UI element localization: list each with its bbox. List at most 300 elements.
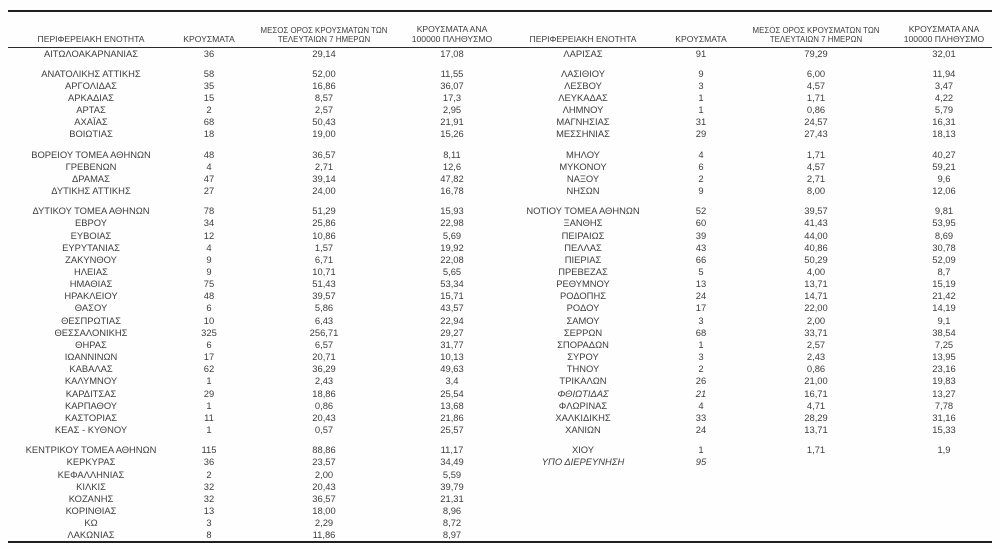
table-row xyxy=(8,481,992,493)
cases-cell: 24 xyxy=(695,290,707,302)
table-row xyxy=(8,400,992,412)
region-name-cell: ΝΑΞΟΥ xyxy=(566,172,600,184)
region-name-cell: ΚΑΣΤΟΡΙΑΣ xyxy=(64,411,118,423)
region-name-cell: ΛΕΥΚΑΔΑΣ xyxy=(558,91,608,103)
per100k-cell: 15,93 xyxy=(440,205,464,217)
avg7-cell: 22,00 xyxy=(804,302,828,314)
region-name-cell: ΧΑΝΙΩΝ xyxy=(565,424,601,436)
avg7-cell: 20,71 xyxy=(312,351,336,363)
avg7-cell: 6,57 xyxy=(314,338,334,350)
cases-cell: 115 xyxy=(201,444,217,456)
region-name-cell: ΘΕΣΠΡΩΤΙΑΣ xyxy=(61,314,121,326)
avg7-cell: 2,57 xyxy=(806,338,826,350)
avg7-cell: 2,00 xyxy=(806,314,826,326)
avg7-cell xyxy=(736,481,896,493)
avg7-cell: 23,57 xyxy=(312,456,336,468)
cases-cell: 17 xyxy=(695,302,707,314)
header-cases-left: ΚΡΟΥΣΜΑΤΑ xyxy=(174,12,244,47)
per100k-cell: 38,54 xyxy=(932,326,956,338)
region-name-cell: ΛΑΣΙΘΙΟΥ xyxy=(560,67,606,79)
region-name-cell xyxy=(500,505,666,517)
cases-cell: 1 xyxy=(698,338,704,350)
region-name-cell: ΚΩ xyxy=(84,517,98,529)
cases-cell: 1 xyxy=(698,444,704,456)
table-row xyxy=(8,327,992,339)
region-name-cell: ΣΑΜΟΥ xyxy=(566,314,600,326)
region-name-cell: ΒΟΙΩΤΙΑΣ xyxy=(69,128,113,140)
per100k-cell xyxy=(896,456,992,468)
avg7-cell: 5,86 xyxy=(314,302,334,314)
per100k-cell: 23,16 xyxy=(932,363,956,375)
per100k-cell: 12,6 xyxy=(442,160,462,172)
per100k-cell: 8,96 xyxy=(442,504,462,516)
cases-cell: 9 xyxy=(698,67,704,79)
per100k-cell: 15,33 xyxy=(932,424,956,436)
avg7-cell xyxy=(736,505,896,517)
region-name-cell: ΕΒΡΟΥ xyxy=(74,217,107,229)
cases-cell: 33 xyxy=(695,411,707,423)
region-name-cell: ΧΑΛΚΙΔΙΚΗΣ xyxy=(555,411,611,423)
cases-cell: 68 xyxy=(695,326,707,338)
spacer-cell xyxy=(8,60,992,68)
cases-cell: 36 xyxy=(203,47,215,59)
table-row xyxy=(8,68,992,80)
per100k-cell: 16,78 xyxy=(440,185,464,197)
per100k-cell: 5,65 xyxy=(442,266,462,277)
region-name-cell: ΙΩΑΝΝΙΝΩΝ xyxy=(64,351,118,363)
avg7-cell: 2,71 xyxy=(806,172,826,184)
region-name-cell: ΚΑΒΑΛΑΣ xyxy=(69,363,113,375)
cases-cell: 6 xyxy=(206,302,212,314)
spacer-cell xyxy=(8,141,992,149)
table-row xyxy=(8,161,992,173)
per100k-cell: 31,16 xyxy=(932,411,956,423)
per100k-cell: 17,3 xyxy=(442,91,462,103)
cases-cell: 4 xyxy=(206,241,212,253)
region-name-cell: ΑΙΤΩΛΟΑΚΑΡΝΑΝΙΑΣ xyxy=(43,47,139,59)
region-name-cell: ΛΑΚΩΝΙΑΣ xyxy=(67,529,115,541)
avg7-cell: 1,71 xyxy=(806,444,826,456)
avg7-cell: 11,86 xyxy=(312,529,336,541)
cases-cell: 62 xyxy=(203,363,215,375)
cases-cell: 1 xyxy=(206,375,212,387)
spacer-row xyxy=(8,60,992,68)
per100k-cell: 22,98 xyxy=(440,217,464,229)
cases-cell: 58 xyxy=(203,67,215,79)
avg7-cell: 6,00 xyxy=(806,67,826,79)
avg7-cell: 41,43 xyxy=(804,217,828,229)
table-row xyxy=(8,456,992,468)
cases-cell: 4 xyxy=(206,160,212,172)
per100k-cell: 3,47 xyxy=(934,79,954,91)
cases-cell: 32 xyxy=(203,480,215,492)
cases-cell: 66 xyxy=(695,253,707,265)
per100k-cell: 22,08 xyxy=(440,253,464,265)
region-name-cell: ΑΧΑΪΑΣ xyxy=(74,116,108,128)
region-name-cell xyxy=(500,517,666,529)
cases-cell: 6 xyxy=(206,338,212,350)
avg7-cell xyxy=(736,469,896,481)
per100k-cell: 15,71 xyxy=(440,290,464,302)
avg7-cell: 24,00 xyxy=(312,185,336,197)
avg7-cell: 52,00 xyxy=(312,67,336,79)
cases-cell: 39 xyxy=(695,229,707,241)
cases-cell: 3 xyxy=(206,517,212,529)
per100k-cell: 11,55 xyxy=(440,67,464,79)
avg7-cell: 29,14 xyxy=(312,47,336,59)
region-name-cell: ΑΡΤΑΣ xyxy=(76,104,106,116)
table-row xyxy=(8,80,992,92)
avg7-cell: 88,86 xyxy=(312,444,336,456)
cases-cell: 48 xyxy=(203,290,215,302)
table-row xyxy=(8,302,992,314)
cases-cell: 2 xyxy=(206,468,212,480)
region-name-cell: ΘΗΡΑΣ xyxy=(75,338,107,350)
spacer-cell xyxy=(8,197,992,205)
region-name-cell: ΣΠΟΡΑΔΩΝ xyxy=(557,338,609,350)
per100k-cell: 31,77 xyxy=(440,338,464,350)
per100k-cell: 19,92 xyxy=(440,241,464,253)
per100k-cell: 39,79 xyxy=(440,480,464,492)
cases-cell: 8 xyxy=(206,529,212,541)
region-name-cell: ΚΕΦΑΛΛΗΝΙΑΣ xyxy=(57,468,125,480)
table-row xyxy=(8,529,992,542)
avg7-cell: 2,71 xyxy=(314,160,334,172)
per100k-cell: 9,1 xyxy=(937,314,951,326)
table-row xyxy=(8,242,992,254)
per100k-cell xyxy=(896,493,992,505)
cases-cell xyxy=(666,469,736,481)
avg7-cell: 4,00 xyxy=(806,266,826,277)
header-per100k-left: ΚΡΟΥΣΜΑΤΑ ΑΝΑ 100000 ΠΛΗΘΥΣΜΟ xyxy=(404,12,500,47)
header-avg7-right: ΜΕΣΟΣ ΟΡΟΣ ΚΡΟΥΣΜΑΤΩΝ ΤΩΝ ΤΕΛΕΥΤΑΙΩΝ 7 ΗΜΕΡΩΝ xyxy=(736,12,896,47)
cases-cell: 52 xyxy=(695,205,707,217)
region-name-cell: ΚΙΛΚΙΣ xyxy=(76,480,106,492)
table-row xyxy=(8,278,992,290)
per100k-cell xyxy=(896,505,992,517)
per100k-cell: 9,81 xyxy=(934,205,954,217)
avg7-cell: 6,43 xyxy=(314,314,334,326)
table-row xyxy=(8,92,992,104)
cases-cell: 18 xyxy=(203,128,215,140)
avg7-cell: 18,86 xyxy=(312,387,336,399)
per100k-cell: 32,01 xyxy=(932,47,956,59)
per100k-cell: 13,95 xyxy=(932,351,956,363)
region-name-cell xyxy=(500,529,666,542)
table-row xyxy=(8,128,992,140)
avg7-cell: 25,86 xyxy=(312,217,336,229)
region-name-cell xyxy=(500,469,666,481)
table-row xyxy=(8,444,992,456)
table-row xyxy=(8,173,992,185)
per100k-cell xyxy=(896,481,992,493)
cases-cell: 32 xyxy=(203,492,215,504)
avg7-cell: 0,86 xyxy=(806,104,826,116)
cases-cell: 10 xyxy=(203,314,215,326)
per100k-cell: 49,63 xyxy=(440,363,464,375)
avg7-cell: 10,86 xyxy=(312,229,336,241)
cases-cell: 9 xyxy=(206,253,212,265)
cases-cell: 13 xyxy=(203,504,215,516)
per100k-cell: 8,69 xyxy=(934,229,954,241)
cases-cell: 36 xyxy=(203,456,215,468)
cases-cell: 2 xyxy=(698,172,704,184)
avg7-cell: 16,86 xyxy=(312,79,336,91)
cases-cell: 2 xyxy=(206,104,212,116)
region-name-cell: ΗΜΑΘΙΑΣ xyxy=(69,278,113,290)
region-name-cell: ΝΗΣΩΝ xyxy=(566,185,600,197)
per100k-cell: 18,13 xyxy=(932,128,956,140)
region-name-cell: ΣΥΡΟΥ xyxy=(567,351,599,363)
cases-cell: 4 xyxy=(698,148,704,160)
avg7-cell: 51,43 xyxy=(312,278,336,290)
cases-cell: 12 xyxy=(203,229,215,241)
region-name-cell: ΒΟΡΕΙΟΥ ΤΟΜΕΑ ΑΘΗΝΩΝ xyxy=(31,148,151,160)
region-name-cell: ΛΕΣΒΟΥ xyxy=(564,79,602,91)
region-name-cell: ΛΗΜΝΟΥ xyxy=(562,104,604,116)
cases-cell: 3 xyxy=(698,351,704,363)
region-name-cell: ΦΛΩΡΙΝΑΣ xyxy=(558,399,608,411)
region-name-cell: ΕΥΡΥΤΑΝΙΑΣ xyxy=(62,241,120,253)
table-row xyxy=(8,217,992,229)
avg7-cell: 27,43 xyxy=(804,128,828,140)
region-name-cell: ΚΟΖΑΝΗΣ xyxy=(68,492,114,504)
per100k-cell: 43,57 xyxy=(440,302,464,314)
table-row xyxy=(8,505,992,517)
region-name-cell: ΚΕΝΤΡΙΚΟΥ ΤΟΜΕΑ ΑΘΗΝΩΝ xyxy=(25,444,157,456)
per100k-cell: 36,07 xyxy=(440,79,464,91)
avg7-cell: 13,71 xyxy=(804,278,828,290)
avg7-cell: 51,29 xyxy=(312,205,336,217)
table-row xyxy=(8,254,992,266)
per100k-cell: 1,9 xyxy=(937,444,951,456)
per100k-cell: 9,6 xyxy=(937,172,951,184)
region-name-cell: ΧΙΟΥ xyxy=(571,444,595,456)
avg7-cell: 36,29 xyxy=(312,363,336,375)
table-row xyxy=(8,104,992,116)
region-name-cell: ΘΑΣΟΥ xyxy=(74,302,108,314)
region-name-cell: ΠΡΕΒΕΖΑΣ xyxy=(558,266,608,277)
per100k-cell: 11,94 xyxy=(932,67,956,79)
region-name-cell: ΠΙΕΡΙΑΣ xyxy=(564,253,602,265)
avg7-cell xyxy=(736,456,896,468)
per100k-cell: 4,22 xyxy=(934,91,954,103)
per100k-cell: 3,4 xyxy=(445,375,459,387)
cases-cell xyxy=(666,481,736,493)
avg7-cell: 6,71 xyxy=(314,253,334,265)
per100k-cell: 16,31 xyxy=(932,116,956,128)
region-name-cell: ΑΡΚΑΔΙΑΣ xyxy=(68,91,114,103)
cases-cell: 47 xyxy=(203,172,215,184)
avg7-cell: 39,57 xyxy=(804,205,828,217)
region-name-cell: ΜΑΓΝΗΣΙΑΣ xyxy=(556,116,610,128)
region-name-cell: ΜΥΚΟΝΟΥ xyxy=(559,160,607,172)
cases-cell xyxy=(666,517,736,529)
per100k-cell: 21,91 xyxy=(440,116,464,128)
per100k-cell: 53,95 xyxy=(932,217,956,229)
per100k-cell: 7,25 xyxy=(934,338,954,350)
covid-cases-table xyxy=(8,12,992,543)
spacer-cell xyxy=(8,436,992,444)
table-row xyxy=(8,290,992,302)
region-name-cell xyxy=(500,493,666,505)
avg7-cell: 21,00 xyxy=(804,375,828,387)
cases-cell: 60 xyxy=(695,217,707,229)
cases-cell: 17 xyxy=(203,351,215,363)
cases-cell xyxy=(666,493,736,505)
avg7-cell: 39,57 xyxy=(312,290,336,302)
cases-cell: 9 xyxy=(698,185,704,197)
avg7-cell: 50,29 xyxy=(804,253,828,265)
per100k-cell: 59,21 xyxy=(932,160,956,172)
region-name-cell: ΚΕΡΚΥΡΑΣ xyxy=(66,456,116,468)
cases-cell: 21 xyxy=(695,387,707,399)
per100k-cell: 21,42 xyxy=(932,290,956,302)
region-name-cell: ΥΠΟ ΔΙΕΡΕΥΝΗΣΗ xyxy=(541,456,625,468)
region-name-cell: ΚΑΡΔΙΤΣΑΣ xyxy=(65,387,117,399)
per100k-cell: 8,11 xyxy=(443,148,461,160)
avg7-cell: 2,43 xyxy=(314,375,334,387)
avg7-cell: 33,71 xyxy=(804,326,828,338)
table-header xyxy=(8,12,992,47)
region-name-cell xyxy=(500,481,666,493)
avg7-cell: 20,43 xyxy=(312,480,336,492)
per100k-cell: 13,68 xyxy=(440,399,464,411)
per100k-cell: 25,57 xyxy=(440,424,464,436)
table-row xyxy=(8,47,992,60)
region-name-cell: ΖΑΚΥΝΘΟΥ xyxy=(65,253,117,265)
avg7-cell xyxy=(736,529,896,542)
cases-cell: 78 xyxy=(203,205,215,217)
cases-cell: 11 xyxy=(204,411,214,423)
table-row xyxy=(8,424,992,436)
region-name-cell: ΓΡΕΒΕΝΩΝ xyxy=(65,160,117,172)
avg7-cell: 4,57 xyxy=(806,160,826,172)
header-per100k-right: ΚΡΟΥΣΜΑΤΑ ΑΝΑ 100000 ΠΛΗΘΥΣΜΟ xyxy=(896,12,992,47)
cases-cell: 35 xyxy=(203,79,215,91)
header-region-left: ΠΕΡΙΦΕΡΕΙΑΚΗ ΕΝΟΤΗΤΑ xyxy=(8,12,174,47)
region-name-cell: ΜΕΣΣΗΝΙΑΣ xyxy=(556,128,610,140)
cases-cell: 29 xyxy=(203,387,215,399)
per100k-cell: 19,83 xyxy=(932,375,956,387)
cases-cell: 3 xyxy=(698,79,704,91)
per100k-cell: 21,86 xyxy=(440,411,464,423)
cases-cell: 6 xyxy=(698,160,704,172)
header-row xyxy=(8,12,992,47)
region-name-cell: ΚΕΑΣ - ΚΥΘΝΟΥ xyxy=(54,424,128,436)
per100k-cell xyxy=(896,529,992,542)
cases-cell: 24 xyxy=(695,424,707,436)
per100k-cell: 34,49 xyxy=(440,456,464,468)
region-name-cell: ΑΝΑΤΟΛΙΚΗΣ ΑΤΤΙΚΗΣ xyxy=(41,67,141,79)
cases-cell: 29 xyxy=(695,128,707,140)
per100k-cell: 8,72 xyxy=(442,517,462,529)
per100k-cell: 5,69 xyxy=(442,229,462,241)
avg7-cell: 8,57 xyxy=(314,91,334,103)
region-name-cell: ΕΥΒΟΙΑΣ xyxy=(70,229,112,241)
avg7-cell: 40,86 xyxy=(804,241,828,253)
region-name-cell: ΡΕΘΥΜΝΟΥ xyxy=(556,278,610,290)
region-name-cell: ΚΑΛΥΜΝΟΥ xyxy=(64,375,118,387)
cases-cell: 95 xyxy=(695,456,707,468)
region-name-cell: ΡΟΔΟΥ xyxy=(566,302,600,314)
avg7-cell: 20,43 xyxy=(312,411,336,423)
region-name-cell: ΠΕΙΡΑΙΩΣ xyxy=(561,229,605,241)
per100k-cell: 5,59 xyxy=(442,468,462,480)
region-name-cell: ΚΟΡΙΝΘΙΑΣ xyxy=(65,504,117,516)
per100k-cell: 15,19 xyxy=(932,278,956,290)
region-name-cell: ΔΥΤΙΚΗΣ ΑΤΤΙΚΗΣ xyxy=(51,185,131,197)
header-cases-right: ΚΡΟΥΣΜΑΤΑ xyxy=(666,12,736,47)
region-name-cell: ΣΕΡΡΩΝ xyxy=(563,326,603,338)
table-row xyxy=(8,412,992,424)
avg7-cell: 16,71 xyxy=(804,387,828,399)
cases-cell: 5 xyxy=(698,266,704,277)
table-row xyxy=(8,116,992,128)
avg7-cell: 1,71 xyxy=(806,91,826,103)
header-avg7-left: ΜΕΣΟΣ ΟΡΟΣ ΚΡΟΥΣΜΑΤΩΝ ΤΩΝ ΤΕΛΕΥΤΑΙΩΝ 7 ΗΜΕΡΩΝ xyxy=(244,12,404,47)
per100k-cell: 29,27 xyxy=(440,326,464,338)
per100k-cell xyxy=(896,469,992,481)
cases-cell xyxy=(666,505,736,517)
region-name-cell: ΘΕΣΣΑΛΟΝΙΚΗΣ xyxy=(54,326,128,338)
table-row xyxy=(8,517,992,529)
per100k-cell: 8,97 xyxy=(442,529,462,541)
cases-cell: 26 xyxy=(695,375,707,387)
cases-cell: 3 xyxy=(698,314,704,326)
cases-cell: 75 xyxy=(203,278,215,290)
region-name-cell: ΔΥΤΙΚΟΥ ΤΟΜΕΑ ΑΘΗΝΩΝ xyxy=(32,205,150,217)
region-name-cell: ΤΡΙΚΑΛΩΝ xyxy=(559,375,607,387)
avg7-cell: 8,00 xyxy=(806,185,826,197)
cases-cell: 91 xyxy=(695,47,707,59)
cases-cell: 31 xyxy=(695,116,707,128)
per100k-cell: 21,31 xyxy=(440,492,464,504)
region-name-cell: ΛΑΡΙΣΑΣ xyxy=(563,47,603,59)
table-row xyxy=(8,339,992,351)
avg7-cell: 28,29 xyxy=(804,411,828,423)
avg7-cell: 2,57 xyxy=(314,104,334,116)
per100k-cell: 52,09 xyxy=(932,253,956,265)
region-name-cell: ΝΟΤΙΟΥ ΤΟΜΕΑ ΑΘΗΝΩΝ xyxy=(526,205,640,217)
table-body xyxy=(8,47,992,542)
per100k-cell: 7,78 xyxy=(934,399,954,411)
region-name-cell: ΡΟΔΟΠΗΣ xyxy=(559,290,607,302)
per100k-cell: 53,34 xyxy=(440,278,464,290)
per100k-cell: 22,94 xyxy=(440,314,464,326)
per100k-cell: 14,19 xyxy=(932,302,956,314)
avg7-cell: 39,14 xyxy=(312,172,336,184)
spacer-row xyxy=(8,141,992,149)
cases-cell: 48 xyxy=(203,148,215,160)
cases-cell: 9 xyxy=(206,266,212,277)
region-name-cell: ΤΗΝΟΥ xyxy=(566,363,600,375)
avg7-cell: 36,57 xyxy=(312,148,336,160)
avg7-cell: 14,71 xyxy=(804,290,828,302)
per100k-cell: 5,79 xyxy=(934,104,954,116)
avg7-cell xyxy=(736,517,896,529)
avg7-cell: 2,29 xyxy=(314,517,334,529)
per100k-cell: 47,82 xyxy=(440,172,464,184)
table-row xyxy=(8,185,992,197)
per100k-cell: 11,17 xyxy=(440,444,464,456)
region-name-cell: ΗΡΑΚΛΕΙΟΥ xyxy=(64,290,118,302)
region-name-cell: ΜΗΛΟΥ xyxy=(566,148,600,160)
avg7-cell xyxy=(736,493,896,505)
avg7-cell: 36,57 xyxy=(312,492,336,504)
cases-cell: 34 xyxy=(203,217,215,229)
avg7-cell: 4,71 xyxy=(806,399,826,411)
